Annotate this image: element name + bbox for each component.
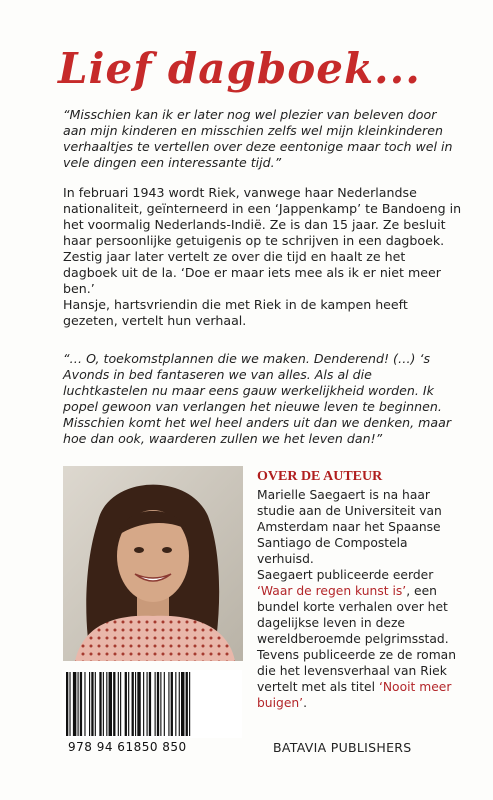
barcode-bar xyxy=(179,672,180,736)
barcode-bar xyxy=(109,672,112,736)
barcode-bar xyxy=(113,672,115,736)
barcode-bar xyxy=(73,672,76,736)
barcode-bar xyxy=(149,672,151,736)
publications-intro: Saegaert publiceerde eerder xyxy=(257,568,434,582)
diary-quote: “… O, toekomstplannen die we maken. Denderend! (…) ‘s Avonds in bed fantaseren we van alles. Als al die luchtkastelen nu maar eens gauw werkelijkheid worden. Ik popel gewoon van verlangen het nieuwe leven te beginnen. Misschien komt het wel heel anders uit dan we denken, maar hoe dan ook, waarderen zullen we het leven dan!” xyxy=(63,351,452,446)
barcode-bar xyxy=(186,672,188,736)
publisher-name: BATAVIA PUBLISHERS xyxy=(273,740,412,755)
barcode-bar xyxy=(164,672,165,736)
barcode-bar xyxy=(168,672,169,736)
barcode-bar xyxy=(69,672,70,736)
barcode-bar xyxy=(99,672,101,736)
barcode-bar xyxy=(78,672,79,736)
barcode-bar xyxy=(84,672,85,736)
author-heading: OVER DE AUTEUR xyxy=(257,469,383,484)
barcode-bar xyxy=(147,672,148,736)
barcode-bar xyxy=(80,672,82,736)
barcode-bar xyxy=(175,672,176,736)
synopsis-paragraph: In februari 1943 wordt Riek, vanwege haar Nederlandse nationaliteit, geïnterneerd in een ‘Jappenkamp’ te Bandoeng in het voormalig Nederlands-Indië. Ze is dan 15 jaar. Ze besluit haar persoonlijke getuigenis op te schrijven in een dagboek. Zestig jaar later vertelt ze over die tijd en haalt ze het dagboek uit de la. ‘Doe er maar iets mee als ik er niet meer ben.’ xyxy=(63,185,462,296)
barcode-bar xyxy=(128,672,129,736)
author-publications xyxy=(257,567,462,711)
barcode-bar xyxy=(106,672,107,736)
synopsis-paragraph: Hansje, hartsvriendin die met Riek in de kampen heeft gezeten, vertelt hun verhaal. xyxy=(63,297,408,328)
barcode-bar xyxy=(181,672,184,736)
barcode-bar xyxy=(171,672,173,736)
barcode-bar xyxy=(157,672,159,736)
book-title-1: ‘Waar de regen kunst is’ xyxy=(257,584,407,598)
isbn-barcode xyxy=(62,670,242,738)
barcode-bar xyxy=(91,672,93,736)
synopsis xyxy=(63,185,463,329)
barcode-bar xyxy=(155,672,156,736)
barcode-bar xyxy=(143,672,144,736)
author-bio xyxy=(257,487,462,711)
isbn-number: 978 94 61850 850 xyxy=(68,740,187,754)
barcode-bar xyxy=(160,672,161,736)
barcode-bar xyxy=(103,672,104,736)
opening-quote: “Misschien kan ik er later nog wel plezier van beleven door aan mijn kinderen en misschien zelfs wel mijn kleinkinderen verhaaltjes te vertellen over deze eentonige maar toch wel in vele dingen een interessante tijd.” xyxy=(63,107,453,170)
book-title: Lief dagboek... xyxy=(58,44,421,93)
barcode-bar xyxy=(189,672,190,736)
barcode-bar xyxy=(118,672,119,736)
author-bio-paragraph: Marielle Saegaert is na haar studie aan de Universiteit van Amsterdam naar het Spaanse Santiago de Compostela verhuisd. xyxy=(257,488,442,566)
barcode-bar xyxy=(95,672,96,736)
barcode-bar xyxy=(132,672,134,736)
barcode-bar xyxy=(120,672,121,736)
barcode-bar xyxy=(137,672,140,736)
publications-text: , een bundel korte verhalen over het dagelijkse leven in deze wereldberoemde pelgrimsstad. Tevens publiceerde ze de roman die het levensverhaal van Riek vertelt met als titel xyxy=(257,584,457,694)
publications-end: . xyxy=(303,696,308,710)
author-portrait-image xyxy=(63,466,243,661)
book-title-2: ‘Nooit meer buigen’ xyxy=(257,680,452,710)
author-photo xyxy=(63,466,243,661)
barcode-bar xyxy=(125,672,127,736)
barcode-bar xyxy=(89,672,90,736)
barcode-bar xyxy=(135,672,136,736)
barcode-bar xyxy=(66,672,68,736)
